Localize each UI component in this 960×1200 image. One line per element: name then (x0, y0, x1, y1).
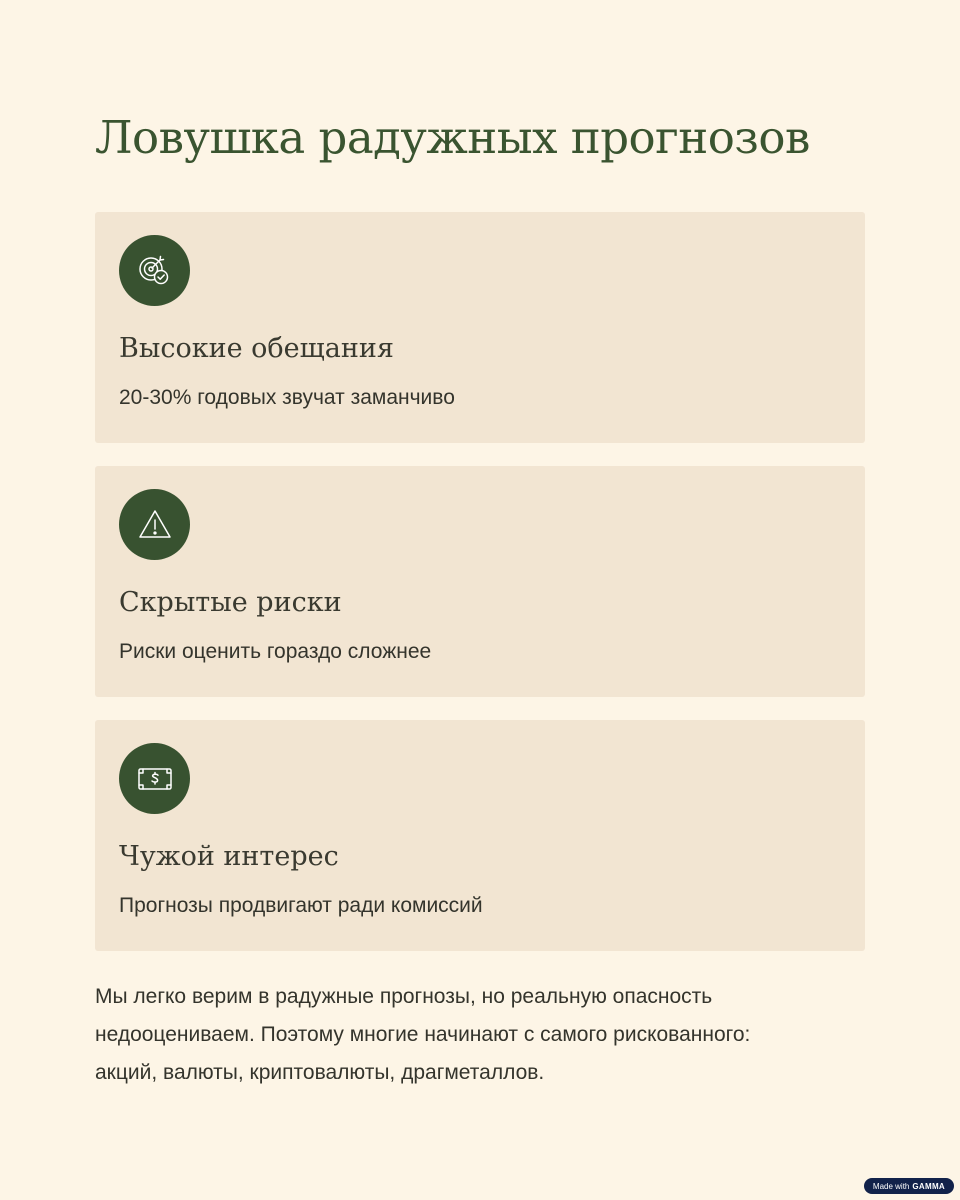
warning-triangle-icon (119, 489, 190, 560)
badge-brand: GAMMA (912, 1181, 945, 1191)
summary-line: Мы легко верим в радужные прогнозы, но реальную опасность (95, 985, 713, 1008)
card-high-promises (95, 212, 865, 443)
card-text: 20-30% годовых звучат заманчиво (119, 386, 455, 409)
card-title: Скрытые риски (119, 587, 342, 618)
target-check-icon (119, 235, 190, 306)
summary-line: недооцениваем. Поэтому многие начинают с самого рискованного: (95, 1023, 751, 1046)
summary-paragraph (95, 978, 875, 1092)
page-title: Ловушка радужных прогнозов (95, 111, 810, 164)
summary-line: акций, валюты, криптовалюты, драгметаллов. (95, 1061, 545, 1084)
card-title: Высокие обещания (119, 333, 394, 364)
badge-prefix: Made with (872, 1181, 910, 1191)
card-text: Прогнозы продвигают ради комиссий (119, 894, 483, 917)
card-hidden-risks (95, 466, 865, 697)
money-bill-icon (119, 743, 190, 814)
card-text: Риски оценить гораздо сложнее (119, 640, 432, 663)
made-with-gamma-badge[interactable] (864, 1178, 954, 1194)
card-foreign-interest (95, 720, 865, 951)
card-title: Чужой интерес (119, 841, 339, 872)
